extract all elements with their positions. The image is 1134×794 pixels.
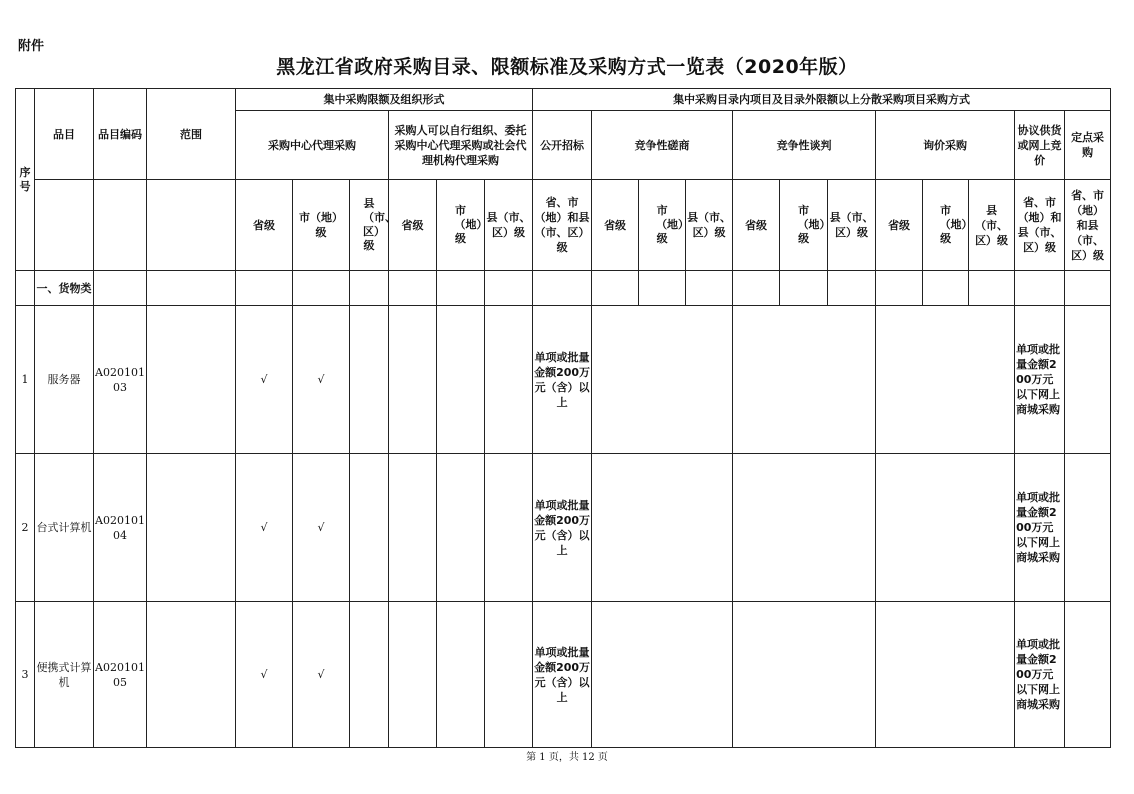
open-tender-threshold: 单项或批量金额200万元（含）以上 xyxy=(533,306,592,454)
header-fixed-point: 定点采购 xyxy=(1065,111,1111,180)
check-mark: √ xyxy=(236,454,293,602)
row-scope xyxy=(147,306,236,454)
header-self-org: 采购人可以自行组织、委托采购中心代理采购或社会代理机构代理采购 xyxy=(389,111,533,180)
check-mark: √ xyxy=(293,454,350,602)
row-no: 2 xyxy=(16,454,35,602)
table-row xyxy=(16,306,1111,454)
header-agreement: 协议供货或网上竞价 xyxy=(1015,111,1065,180)
agreement-threshold: 单项或批量金额200万元以下网上商城采购 xyxy=(1015,306,1065,454)
level-city: 市（地）级 xyxy=(293,180,350,271)
header-competitive-negotiate: 竞争性谈判 xyxy=(733,111,876,180)
row-no: 1 xyxy=(16,306,35,454)
header-blank xyxy=(35,180,94,271)
header-seq: 序号 xyxy=(16,89,35,271)
level-county: 县（市、区）级 xyxy=(969,180,1015,271)
header-open-tender: 公开招标 xyxy=(533,111,592,180)
level-county: 县（市、区）级 xyxy=(686,180,733,271)
header-blank xyxy=(94,180,147,271)
level-all: 省、市（地）和县（市、区）级 xyxy=(533,180,592,271)
agreement-threshold: 单项或批量金额200万元以下网上商城采购 xyxy=(1015,602,1065,748)
row-no: 3 xyxy=(16,602,35,748)
header-inquiry: 询价采购 xyxy=(876,111,1015,180)
header-code: 品目编码 xyxy=(94,89,147,180)
row-item: 台式计算机 xyxy=(35,454,94,602)
header-dispersed-group: 集中采购目录内项目及目录外限额以上分散采购项目采购方式 xyxy=(533,89,1111,111)
level-county: 县（市、区）级 xyxy=(350,180,389,271)
row-scope xyxy=(147,602,236,748)
row-item: 便携式计算机 xyxy=(35,602,94,748)
row-code: A02010104 xyxy=(94,454,147,602)
check-mark: √ xyxy=(236,306,293,454)
row-item: 服务器 xyxy=(35,306,94,454)
header-blank xyxy=(147,180,236,271)
header-center-agent: 采购中心代理采购 xyxy=(236,111,389,180)
header-central-group: 集中采购限额及组织形式 xyxy=(236,89,533,111)
open-tender-threshold: 单项或批量金额200万元（含）以上 xyxy=(533,602,592,748)
procurement-table xyxy=(15,88,1111,748)
check-mark: √ xyxy=(293,306,350,454)
level-prov: 省级 xyxy=(389,180,437,271)
row-scope xyxy=(147,454,236,602)
level-city: 市（地）级 xyxy=(639,180,686,271)
level-prov: 省级 xyxy=(733,180,780,271)
header-competitive-consult: 竞争性磋商 xyxy=(592,111,733,180)
check-mark: √ xyxy=(236,602,293,748)
level-city: 市（地）级 xyxy=(437,180,485,271)
level-prov: 省级 xyxy=(876,180,923,271)
row-code: A02010103 xyxy=(94,306,147,454)
level-city: 市（地）级 xyxy=(780,180,828,271)
level-county: 县（市、区）级 xyxy=(485,180,533,271)
table-row xyxy=(16,602,1111,748)
level-all: 省、市（地）和县（市、区）级 xyxy=(1065,180,1111,271)
agreement-threshold: 单项或批量金额200万元以下网上商城采购 xyxy=(1015,454,1065,602)
category-row xyxy=(16,271,1111,306)
level-city: 市（地）级 xyxy=(923,180,969,271)
document-title: 黑龙江省政府采购目录、限额标准及采购方式一览表（2020年版） xyxy=(276,56,858,78)
open-tender-threshold: 单项或批量金额200万元（含）以上 xyxy=(533,454,592,602)
attachment-label: 附件 xyxy=(18,39,45,54)
level-all: 省、市（地）和县（市、区）级 xyxy=(1015,180,1065,271)
header-scope: 范围 xyxy=(147,89,236,180)
level-county: 县（市、区）级 xyxy=(828,180,876,271)
table-row xyxy=(16,454,1111,602)
header-item: 品目 xyxy=(35,89,94,180)
level-prov: 省级 xyxy=(592,180,639,271)
level-prov: 省级 xyxy=(236,180,293,271)
page-footer: 第 1 页，共 12 页 xyxy=(526,752,608,763)
row-code: A02010105 xyxy=(94,602,147,748)
check-mark: √ xyxy=(293,602,350,748)
category-label: 一、货物类 xyxy=(35,271,94,306)
